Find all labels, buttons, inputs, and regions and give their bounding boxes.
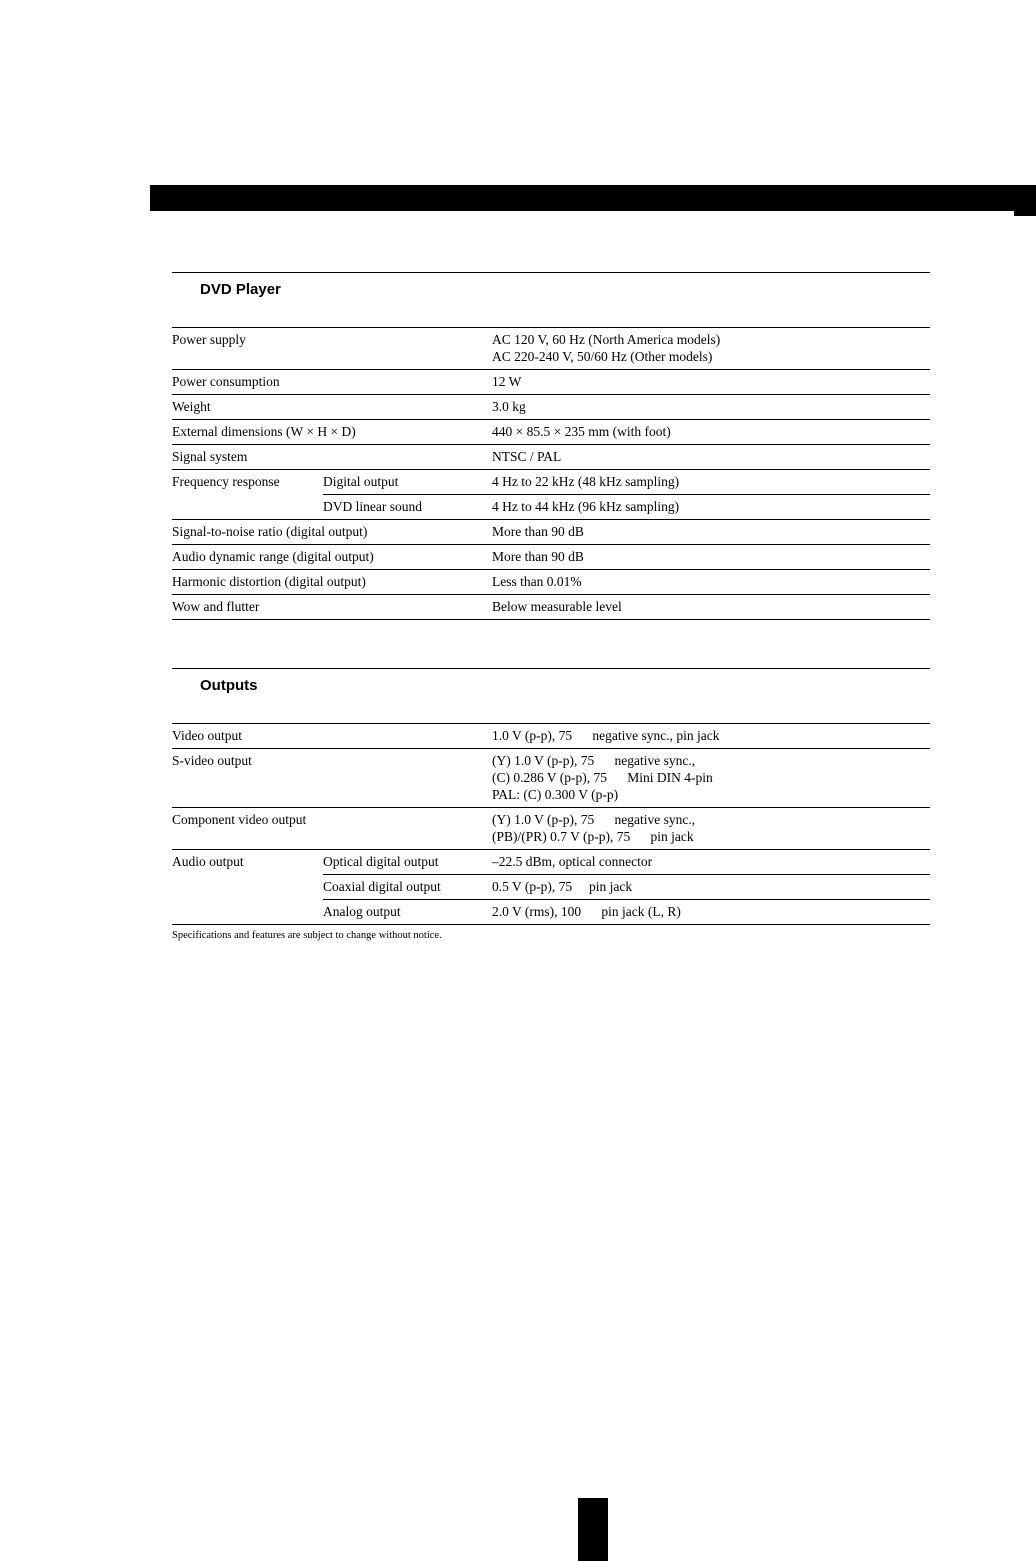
page-number-block	[578, 1498, 608, 1561]
spec-value-line: More than 90 dB	[492, 524, 584, 539]
spec-content	[172, 272, 930, 942]
section-dvd-player	[172, 272, 930, 620]
spec-value-line: (C) 0.286 V (p-p), 75 Mini DIN 4-pin	[492, 770, 713, 785]
spec-row	[172, 545, 930, 569]
spec-row	[172, 875, 930, 899]
spec-label: Harmonic distortion (digital output)	[172, 574, 366, 589]
spec-row	[172, 395, 930, 419]
spec-value	[492, 473, 930, 490]
footnote: Specifications and features are subject to change without notice.	[172, 930, 442, 941]
spec-row	[172, 749, 930, 807]
spec-value-line: –22.5 dBm, optical connector	[492, 854, 653, 869]
spec-value	[492, 423, 930, 440]
spec-row	[172, 724, 930, 748]
spec-row	[172, 570, 930, 594]
spec-label: Power supply	[172, 332, 246, 347]
spec-label: Audio dynamic range (digital output)	[172, 549, 374, 564]
spec-label: Audio output	[172, 854, 244, 869]
spec-value	[492, 598, 930, 615]
spec-row	[172, 850, 930, 874]
spec-label: Weight	[172, 399, 211, 414]
spec-label: Signal system	[172, 449, 248, 464]
section-title: Outputs	[200, 677, 258, 694]
section-outputs	[172, 668, 930, 925]
row-divider	[172, 924, 930, 925]
section-title: DVD Player	[200, 281, 281, 298]
row-divider	[172, 619, 930, 620]
spec-value	[492, 752, 930, 803]
spec-sublabel: Analog output	[323, 904, 401, 919]
spec-value-line: 3.0 kg	[492, 399, 526, 414]
spec-value	[492, 573, 930, 590]
spec-value	[492, 523, 930, 540]
spec-value	[492, 448, 930, 465]
spec-sublabel: Digital output	[323, 474, 399, 489]
spec-value-line: (PB)/(PR) 0.7 V (p-p), 75 pin jack	[492, 829, 694, 844]
spec-value-line: 4 Hz to 22 kHz (48 kHz sampling)	[492, 474, 680, 489]
spec-value-line: 0.5 V (p-p), 75 pin jack	[492, 879, 633, 894]
spec-label: External dimensions (W × H × D)	[172, 424, 356, 439]
spec-sublabel: Coaxial digital output	[323, 879, 441, 894]
spec-value-line: 440 × 85.5 × 235 mm (with foot)	[492, 424, 671, 439]
spec-row	[172, 495, 930, 519]
spec-value-line: PAL: (C) 0.300 V (p-p)	[492, 787, 619, 802]
spec-value	[492, 373, 930, 390]
spec-row	[172, 470, 930, 494]
spec-row	[172, 420, 930, 444]
spec-value	[492, 331, 930, 365]
spec-label: Video output	[172, 728, 243, 743]
spec-value	[492, 853, 930, 870]
spec-value-line: 2.0 V (rms), 100 pin jack (L, R)	[492, 904, 681, 919]
spec-label: S-video output	[172, 753, 252, 768]
spec-row	[172, 520, 930, 544]
spec-value-line: AC 220-240 V, 50/60 Hz (Other models)	[492, 349, 713, 364]
page-edge-tab	[1014, 185, 1036, 216]
spec-value	[492, 903, 930, 920]
spec-value	[492, 727, 930, 744]
section-title-rule	[172, 668, 930, 669]
spec-value	[492, 811, 930, 845]
spec-value	[492, 878, 930, 895]
spec-value-line: AC 120 V, 60 Hz (North America models)	[492, 332, 721, 347]
section-header-bar	[150, 185, 1014, 211]
spec-value-line: Less than 0.01%	[492, 574, 582, 589]
spec-value-line: 4 Hz to 44 kHz (96 kHz sampling)	[492, 499, 680, 514]
spec-sublabel: DVD linear sound	[323, 499, 422, 514]
spec-value-line: (Y) 1.0 V (p-p), 75 negative sync.,	[492, 812, 696, 827]
spec-value-line: NTSC / PAL	[492, 449, 562, 464]
spec-row	[172, 445, 930, 469]
spec-label: Wow and flutter	[172, 599, 260, 614]
spec-row	[172, 328, 930, 369]
spec-row	[172, 900, 930, 924]
spec-value	[492, 548, 930, 565]
spec-row	[172, 595, 930, 619]
spec-value-line: 1.0 V (p-p), 75 negative sync., pin jack	[492, 728, 720, 743]
spec-value-line: 12 W	[492, 374, 522, 389]
spec-value	[492, 498, 930, 515]
spec-row	[172, 808, 930, 849]
spec-value-line: More than 90 dB	[492, 549, 584, 564]
spec-label: Signal-to-noise ratio (digital output)	[172, 524, 368, 539]
spec-value	[492, 398, 930, 415]
spec-row	[172, 370, 930, 394]
spec-value-line: Below measurable level	[492, 599, 622, 614]
spec-label: Frequency response	[172, 474, 280, 489]
spec-value-line: (Y) 1.0 V (p-p), 75 negative sync.,	[492, 753, 696, 768]
spec-table-dvd-player	[172, 327, 930, 620]
spec-table-outputs	[172, 723, 930, 925]
section-title-rule	[172, 272, 930, 273]
spec-label: Component video output	[172, 812, 307, 827]
spec-sublabel: Optical digital output	[323, 854, 439, 869]
spec-label: Power consumption	[172, 374, 280, 389]
